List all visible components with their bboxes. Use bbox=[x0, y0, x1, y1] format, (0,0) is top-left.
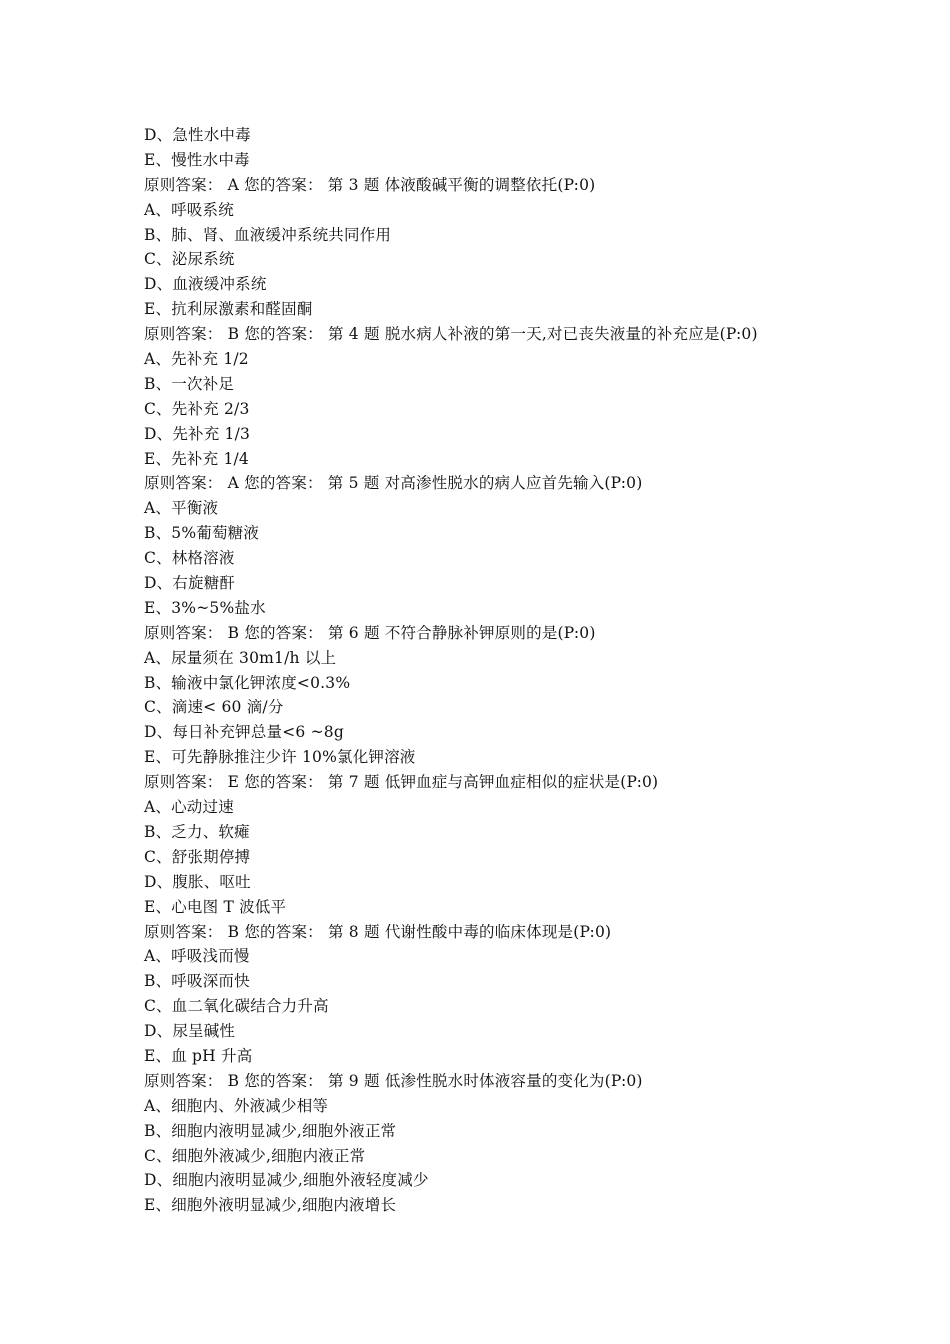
document-body bbox=[144, 123, 904, 1218]
option-line: E、细胞外液明显减少,细胞内液增长 bbox=[144, 1196, 397, 1215]
option-line: D、尿呈碱性 bbox=[144, 1022, 236, 1041]
answer-question-line: 原则答案： B 您的答案： 第 8 题 代谢性酸中毒的临床体现是(P:0) bbox=[144, 922, 612, 941]
option-line: D、腹胀、呕吐 bbox=[144, 872, 251, 891]
option-line: C、泌尿系统 bbox=[144, 250, 235, 269]
option-line: D、细胞内液明显减少,细胞外液轻度减少 bbox=[144, 1171, 429, 1190]
option-line: E、慢性水中毒 bbox=[144, 150, 250, 169]
option-line: E、3%~5%盐水 bbox=[144, 598, 266, 617]
answer-question-line: 原则答案： B 您的答案： 第 9 题 低渗性脱水时体液容量的变化为(P:0) bbox=[144, 1071, 643, 1090]
option-line: E、可先静脉推注少许 10%氯化钾溶液 bbox=[144, 748, 416, 767]
option-line: A、细胞内、外液减少相等 bbox=[144, 1096, 329, 1115]
option-line: C、滴速< 60 滴/分 bbox=[144, 698, 284, 717]
answer-question-line: 原则答案： A 您的答案： 第 5 题 对高渗性脱水的病人应首先输入(P:0) bbox=[144, 474, 643, 493]
option-line: B、输液中氯化钾浓度<0.3% bbox=[144, 673, 351, 692]
option-line: E、心电图 T 波低平 bbox=[144, 897, 287, 916]
option-line: B、乏力、软瘫 bbox=[144, 822, 250, 841]
option-line: D、右旋糖酐 bbox=[144, 574, 236, 593]
option-line: C、林格溶液 bbox=[144, 549, 235, 568]
option-line: E、抗利尿激素和醛固酮 bbox=[144, 300, 313, 319]
answer-question-line: 原则答案： E 您的答案： 第 7 题 低钾血症与高钾血症相似的症状是(P:0) bbox=[144, 773, 659, 792]
option-line: D、每日补充钾总量<6 ~8g bbox=[144, 723, 344, 742]
option-line: B、肺、肾、血液缓冲系统共同作用 bbox=[144, 225, 392, 244]
option-line: B、一次补足 bbox=[144, 374, 235, 393]
answer-question-line: 原则答案： B 您的答案： 第 4 题 脱水病人补液的第一天,对已丧失液量的补充应是(P:0) bbox=[144, 325, 758, 344]
option-line: D、先补充 1/3 bbox=[144, 424, 251, 443]
option-line: C、血二氧化碳结合力升高 bbox=[144, 997, 329, 1016]
option-line: A、平衡液 bbox=[144, 499, 219, 518]
option-line: D、急性水中毒 bbox=[144, 126, 251, 144]
option-line: A、先补充 1/2 bbox=[144, 350, 249, 369]
option-line: E、先补充 1/4 bbox=[144, 449, 249, 468]
option-line: A、呼吸浅而慢 bbox=[144, 947, 250, 966]
option-line: A、尿量须在 30m1/h 以上 bbox=[144, 648, 337, 667]
option-line: B、细胞内液明显减少,细胞外液正常 bbox=[144, 1121, 397, 1140]
option-line: C、先补充 2/3 bbox=[144, 399, 250, 418]
option-line: A、心动过速 bbox=[144, 798, 234, 817]
option-line: E、血 pH 升高 bbox=[144, 1046, 253, 1065]
option-line: D、血液缓冲系统 bbox=[144, 275, 267, 294]
answer-question-line: 原则答案： A 您的答案： 第 3 题 体液酸碱平衡的调整依托(P:0) bbox=[144, 175, 596, 194]
option-line: A、呼吸系统 bbox=[144, 200, 234, 219]
option-line: C、舒张期停搏 bbox=[144, 847, 251, 866]
option-line: B、5%葡萄糖液 bbox=[144, 524, 260, 543]
option-line: C、细胞外液减少,细胞内液正常 bbox=[144, 1146, 366, 1165]
answer-question-line: 原则答案： B 您的答案： 第 6 题 不符合静脉补钾原则的是(P:0) bbox=[144, 623, 596, 642]
option-line: B、呼吸深而快 bbox=[144, 972, 250, 991]
